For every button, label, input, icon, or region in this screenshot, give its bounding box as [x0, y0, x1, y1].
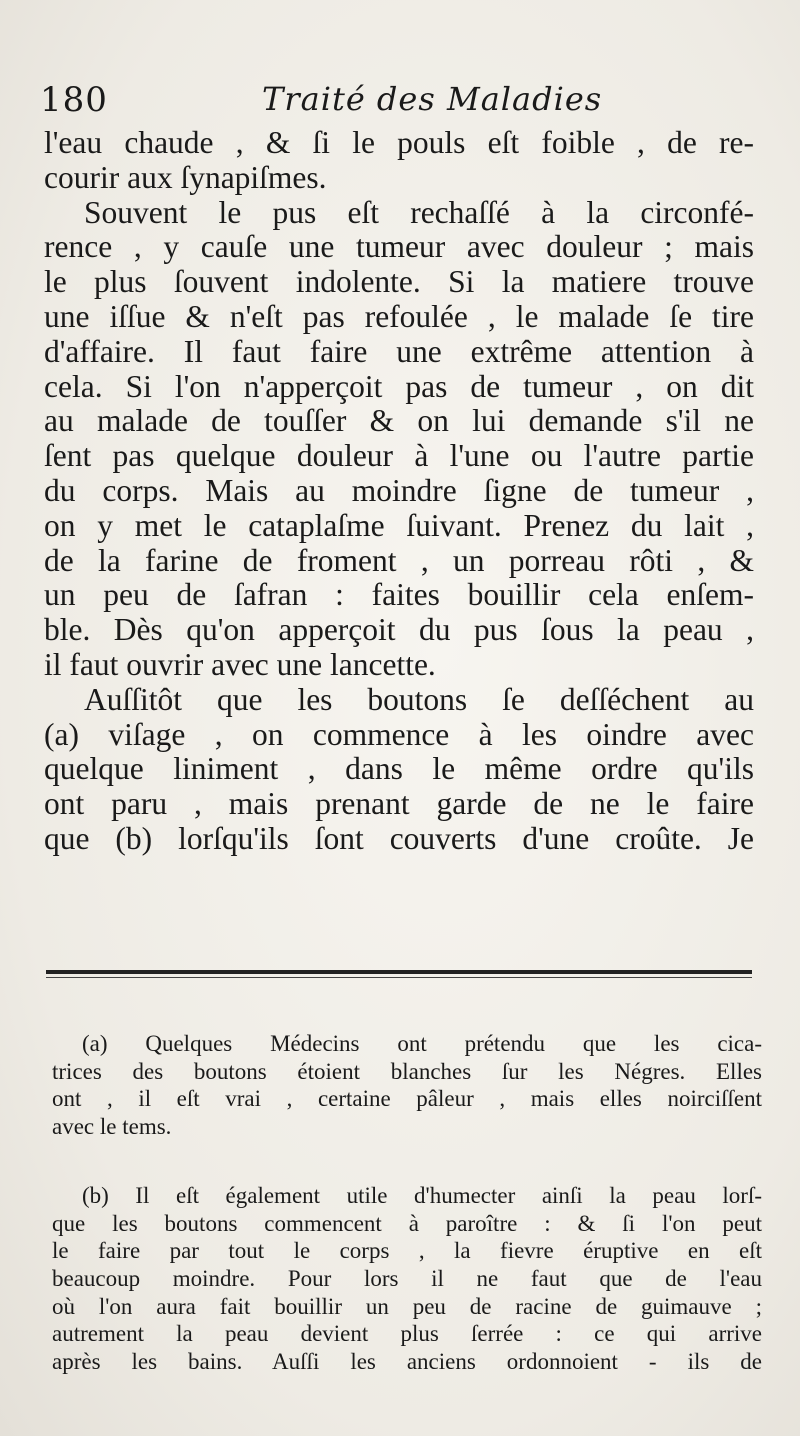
- text-line: quelque liniment , dans le même ordre qu'ils: [44, 751, 754, 787]
- text-line: rence , y cauſe une tumeur avec douleur ; mais: [44, 229, 754, 265]
- text-line: le plus ſouvent indolente. Si la matiere trouve: [44, 264, 754, 300]
- text-line: Auſſitôt que les boutons ſe deſſéchent au: [84, 681, 754, 717]
- main-text: [44, 126, 754, 857]
- footnote-line: autrement la peau devient plus ſerrée : ce qui arrive: [52, 1321, 762, 1347]
- page-number: 180: [40, 80, 108, 120]
- text-line: de la farine de froment , un porreau rôti , &: [44, 542, 754, 578]
- text-line: courir aux ſynapiſmes.: [44, 159, 327, 195]
- text-line: ſent pas quelque douleur à l'une ou l'autre partie: [44, 438, 754, 474]
- text-line: au malade de touſſer & on lui demande s'il ne: [44, 403, 754, 439]
- text-line: (a) viſage , on commence à les oindre avec: [44, 716, 754, 752]
- footnote-a: [52, 1030, 762, 1141]
- text-line: une iſſue & n'eſt pas refoulée , le malade ſe tire: [44, 298, 754, 334]
- text-line: d'affaire. Il faut faire une extrême attention à: [44, 333, 754, 369]
- footnote-b: [52, 1182, 762, 1376]
- text-line: du corps. Mais au moindre ſigne de tumeur ,: [44, 472, 754, 508]
- footnote-line: (b) Il eſt également utile d'humecter ainſi la peau lorſ-: [82, 1183, 762, 1208]
- text-line: un peu de ſafran : faites bouillir cela enſem-: [44, 577, 754, 613]
- footnote-separator-rule: [46, 970, 752, 978]
- text-line: il faut ouvrir avec une lancette.: [44, 646, 436, 682]
- footnote-line: trices des boutons étoient blanches ſur les Négres. Elles: [52, 1058, 762, 1084]
- running-head: [40, 76, 750, 126]
- footnote-line: où l'on aura fait bouillir un peu de racine de guimauve ;: [52, 1293, 762, 1319]
- footnote-line: avec le tems.: [52, 1114, 172, 1140]
- footnote-line: que les boutons commencent à paroître : & ſi l'on peut: [52, 1210, 762, 1236]
- text-line: que (b) lorſqu'ils ſont couverts d'une croûte. Je: [44, 820, 754, 856]
- text-line: cela. Si l'on n'apperçoit pas de tumeur , on dit: [44, 368, 754, 404]
- text-line: ble. Dès qu'on apperçoit du pus ſous la peau ,: [44, 612, 754, 648]
- footnote-line: après les bains. Auſſi les anciens ordonnoient - ils de: [52, 1349, 762, 1375]
- running-title: Traité des Maladies: [262, 80, 603, 118]
- text-line: ont paru , mais prenant garde de ne le faire: [44, 786, 754, 822]
- text-line: Souvent le pus eſt rechaſſé à la circonfé-: [84, 194, 754, 230]
- text-line: on y met le cataplaſme ſuivant. Prenez du lait ,: [44, 507, 754, 543]
- footnote-line: ont , il eſt vrai , certaine pâleur , mais elles noirciſſent: [52, 1086, 762, 1112]
- footnote-line: (a) Quelques Médecins ont prétendu que les cica-: [82, 1031, 762, 1056]
- footnote-line: beaucoup moindre. Pour lors il ne faut que de l'eau: [52, 1266, 762, 1292]
- text-line: l'eau chaude , & ſi le pouls eſt foible , de re-: [44, 125, 754, 160]
- footnote-line: le faire par tout le corps , la fievre éruptive en eſt: [52, 1238, 762, 1264]
